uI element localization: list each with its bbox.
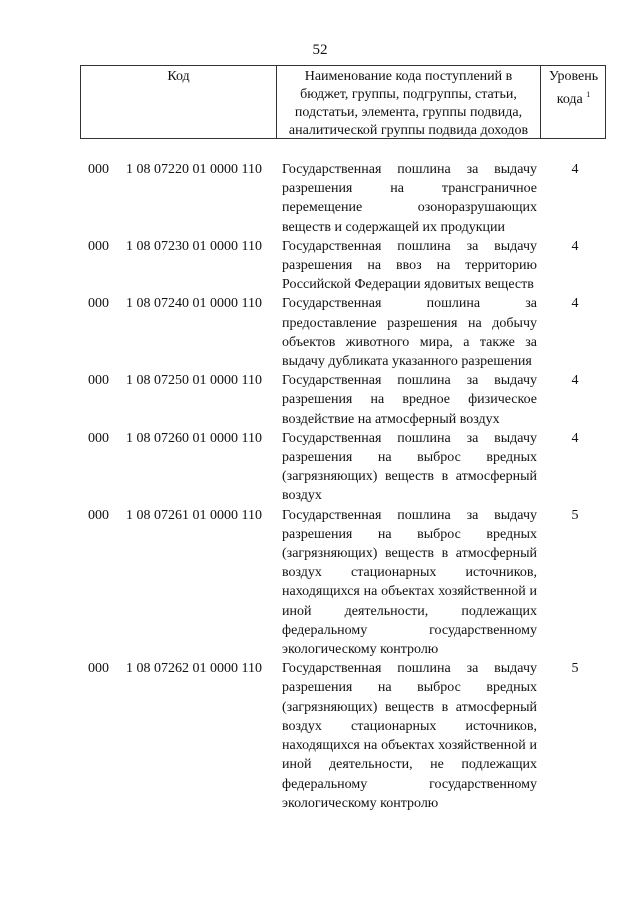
row-name: Государственная пошлина за выдачу разрешения на выброс вредных (загрязняющих) веществ в атмосферный воздух bbox=[282, 430, 537, 504]
header-name: Наименование кода поступлений в бюджет, группы, подгруппы, статьи, подстатьи, элемента, группы подвида, аналитической группы подвида доходов bbox=[277, 66, 541, 138]
row-name: Государственная пошлина за выдачу разрешения на вредное физическое воздействие на атмосферный воздух bbox=[282, 373, 537, 427]
header-level-label: Уровень кода bbox=[548, 69, 599, 107]
row-code: 1 08 07250 01 0000 110 bbox=[126, 373, 262, 389]
row-level: 4 bbox=[571, 373, 579, 389]
row-name: Государственная пошлина за выдачу разрешения на выброс вредных (загрязняющих) веществ в атмосферный воздух стационарных источников, находящихся на объектах хозяйственной и иной деятельности, подлежащих федеральному государственному экологическому контролю bbox=[282, 507, 537, 658]
table-row bbox=[80, 429, 606, 506]
row-prefix: 000 bbox=[88, 162, 109, 177]
header-level bbox=[541, 66, 606, 138]
row-prefix: 000 bbox=[88, 238, 109, 254]
row-prefix: 000 bbox=[88, 430, 109, 446]
row-level: 4 bbox=[571, 296, 579, 312]
header-code: Код bbox=[81, 66, 277, 138]
row-code: 1 08 07260 01 0000 110 bbox=[126, 430, 262, 446]
table-header bbox=[80, 65, 606, 139]
row-level: 4 bbox=[571, 238, 579, 254]
row-level: 4 bbox=[571, 162, 579, 177]
table-row bbox=[80, 371, 606, 429]
row-prefix: 000 bbox=[88, 373, 109, 389]
page-number: 52 bbox=[312, 42, 328, 58]
header-level-footnote: 1 bbox=[586, 90, 591, 99]
table-row bbox=[80, 659, 606, 813]
row-name: Государственная пошлина за выдачу разрешения на выброс вредных (загрязняющих) веществ в атмосферный воздух стационарных источников, находящихся на объектах хозяйственной и иной деятельности, не подлежащих федеральному государственному экологическому контролю bbox=[282, 661, 537, 811]
table-row bbox=[80, 294, 606, 371]
row-prefix: 000 bbox=[88, 507, 109, 523]
table-row bbox=[80, 506, 606, 660]
table-row bbox=[80, 160, 606, 237]
table-row bbox=[80, 237, 606, 295]
row-code: 1 08 07261 01 0000 110 bbox=[126, 507, 262, 523]
row-name: Государственная пошлина за выдачу разрешения на трансграничное перемещение озоноразрушающих веществ и содержащей их продукции bbox=[282, 162, 537, 235]
row-level: 5 bbox=[571, 661, 579, 677]
row-level: 4 bbox=[571, 430, 579, 446]
row-prefix: 000 bbox=[88, 661, 109, 677]
table-body bbox=[80, 160, 606, 813]
row-code: 1 08 07230 01 0000 110 bbox=[126, 238, 262, 254]
row-prefix: 000 bbox=[88, 296, 109, 312]
row-code: 1 08 07220 01 0000 110 bbox=[126, 162, 262, 177]
row-code: 1 08 07262 01 0000 110 bbox=[126, 661, 262, 677]
row-name: Государственная пошлина за выдачу разрешения на ввоз на территорию Российской Федерации ядовитых веществ bbox=[282, 238, 537, 293]
row-name: Государственная пошлина за предоставление разрешения на добычу объектов животного мира, а также за выдачу дубликата указанного разрешения bbox=[282, 296, 537, 370]
row-level: 5 bbox=[571, 507, 579, 523]
row-code: 1 08 07240 01 0000 110 bbox=[126, 296, 262, 312]
